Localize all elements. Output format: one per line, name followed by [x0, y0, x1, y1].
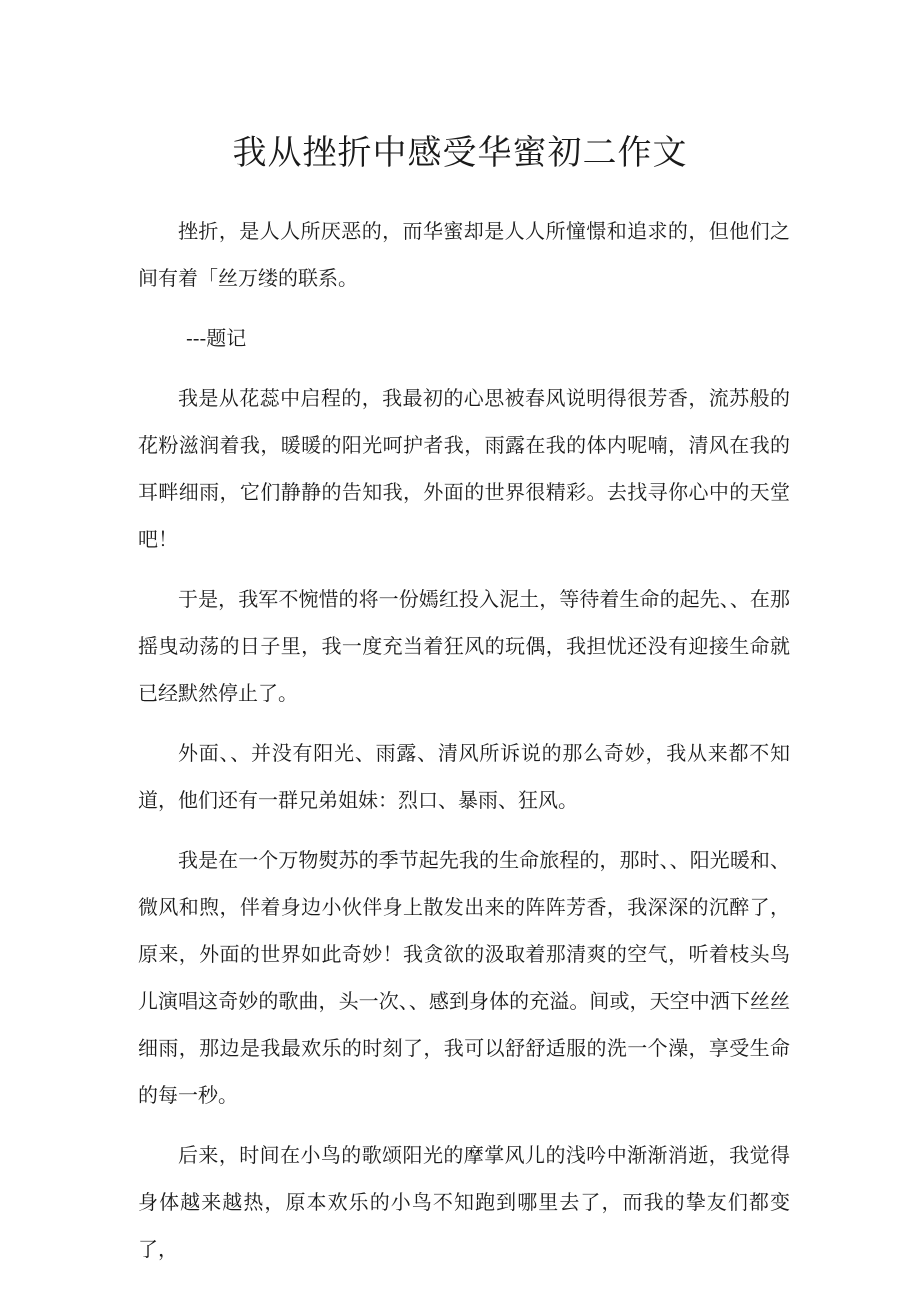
document-title: 我从挫折中感受华蜜初二作文 [232, 133, 688, 173]
document-body [138, 208, 790, 1286]
epigraph-tiji: ---题记 [186, 326, 247, 350]
paragraph-intro: 挫折，是人人所厌恶的，而华蜜却是人人所憧憬和追求的，但他们之间有着「丝万缕的联系。 [138, 219, 790, 290]
paragraph-5: 后来，时间在小鸟的歌颂阳光的摩掌风儿的浅吟中渐渐消逝，我觉得身体越来越热，原本欢乐的小鸟不知跑到哪里去了，而我的挚友们都变了， [138, 1143, 790, 1261]
paragraph-3: 外面、、并没有阳光、雨露、清风所诉说的那么奇妙，我从来都不知道，他们还有一群兄弟姐妹：烈口、暴雨、狂风。 [138, 741, 790, 812]
paragraph-2: 于是，我军不惋惜的将一份嫣红投入泥土，等待着生命的起先、、在那摇曳动荡的日子里，我一度充当着狂风的玩偶，我担忧还没有迎接生命就已经默然停止了。 [138, 587, 790, 705]
paragraph-4: 我是在一个万物熨苏的季节起先我的生命旅程的，那时、、阳光暖和、微风和煦，伴着身边小伙伴身上散发出来的阵阵芳香，我深深的沉醉了，原来，外面的世界如此奇妙！我贪欲的汲取着那清爽的空气，听着枝头鸟儿演唱这奇妙的歌曲，头一次、、感到身体的充溢。间或，天空中洒下丝丝细雨，那边是我最欢乐的时刻了，我可以舒舒适服的洗一个澡，享受生命的每一秒。 [138, 848, 790, 1107]
paragraph-1: 我是从花蕊中启程的，我最初的心思被春风说明得很芳香，流苏般的花粉滋润着我，暖暖的阳光呵护者我，雨露在我的体内呢喃，清风在我的耳畔细雨，它们静静的告知我，外面的世界很精彩。去找寻你心中的天堂吧！ [138, 386, 790, 551]
